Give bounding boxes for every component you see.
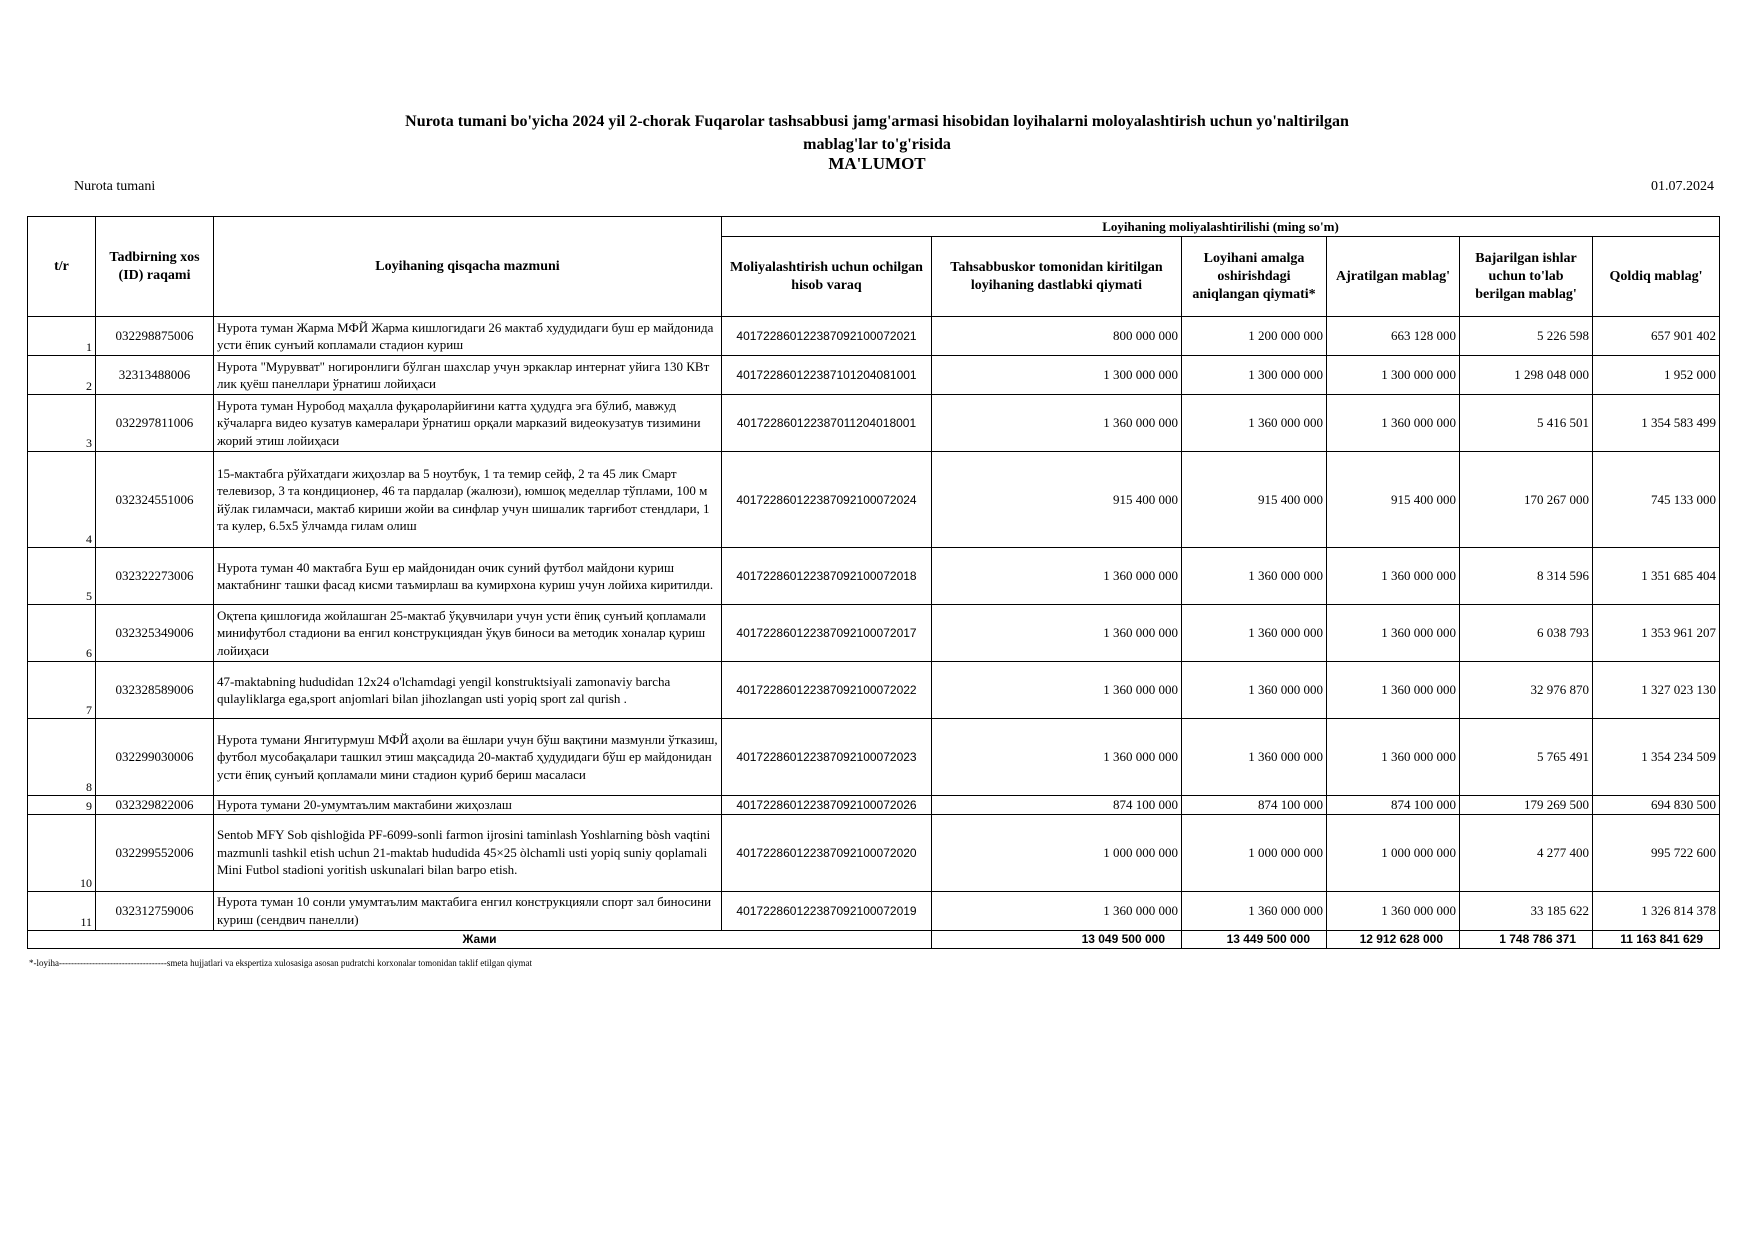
project-id: 032299552006 [96, 814, 214, 891]
remaining-amount: 1 354 234 509 [1593, 719, 1720, 796]
table-row [28, 796, 1720, 815]
header-refined: Loyihani amalga oshirishdagi aniqlangan qiymati* [1182, 237, 1327, 317]
table-row [28, 719, 1720, 796]
initial-value: 1 360 000 000 [932, 719, 1182, 796]
remaining-amount: 657 901 402 [1593, 317, 1720, 356]
remaining-amount: 1 952 000 [1593, 356, 1720, 395]
refined-value: 874 100 000 [1182, 796, 1327, 815]
project-description: Нурота тумани 20-умумтаълим мактабини жиҳозлаш [214, 796, 722, 815]
allocated-amount: 1 360 000 000 [1327, 548, 1460, 605]
project-id: 032325349006 [96, 605, 214, 662]
paid-amount: 32 976 870 [1460, 662, 1593, 719]
account-number: 401722860122387101204081001 [722, 356, 932, 395]
row-number: 7 [28, 662, 96, 719]
remaining-amount: 694 830 500 [1593, 796, 1720, 815]
row-number: 5 [28, 548, 96, 605]
allocated-amount: 663 128 000 [1327, 317, 1460, 356]
refined-value: 1 300 000 000 [1182, 356, 1327, 395]
initial-value: 874 100 000 [932, 796, 1182, 815]
account-number: 401722860122387092100072026 [722, 796, 932, 815]
remaining-amount: 1 353 961 207 [1593, 605, 1720, 662]
district-label: Nurota tumani [74, 179, 156, 194]
project-description: Sentob MFY Sob qishloğida PF-6099-sonli farmon ijrosini taminlash Yoshlarning bòsh vaqtini mazmunli tashkil etish uchun 21-maktab hududida 45×25 òlchamli usti yopiq suniy qoplamali Mini Futbol stadioni yoritish uskunalari bilan barpo etish. [214, 814, 722, 891]
project-id: 032328589006 [96, 662, 214, 719]
table-row [28, 605, 1720, 662]
project-description: Нурота "Мурувват" ногиронлиги бўлган шахслар учун эркаклар интернат уйига 130 КВт лик қуёш панеллари ўрнатиш лойиҳаси [214, 356, 722, 395]
initial-value: 915 400 000 [932, 452, 1182, 548]
project-id: 032312759006 [96, 891, 214, 930]
account-number: 401722860122387092100072020 [722, 814, 932, 891]
document-title-line2: mablag'lar to'g'risida [803, 136, 951, 153]
table-row [28, 317, 1720, 356]
project-description: Нурота туман 40 мактабга Буш ер майдонидан очик суний футбол майдони куриш мактабнинг ташки фасад кисми таъмирлаш ва кумирхона куриш учун лойиха киритилди. [214, 548, 722, 605]
total-paid: 1 748 786 371 [1460, 930, 1593, 948]
row-number: 2 [28, 356, 96, 395]
table-row [28, 452, 1720, 548]
account-number: 401722860122387092100072023 [722, 719, 932, 796]
header-funding-group: Loyihaning moliyalashtirilishi (ming so'm) [722, 217, 1720, 237]
header-initial: Tahsabbuskor tomonidan kiritilgan loyihaning dastlabki qiymati [932, 237, 1182, 317]
row-number: 9 [28, 796, 96, 815]
header-num: t/r [28, 217, 96, 317]
remaining-amount: 1 351 685 404 [1593, 548, 1720, 605]
paid-amount: 5 416 501 [1460, 395, 1593, 452]
header-account: Moliyalashtirish uchun ochilgan hisob varaq [722, 237, 932, 317]
refined-value: 1 360 000 000 [1182, 719, 1327, 796]
total-row [28, 930, 1720, 948]
table-row [28, 814, 1720, 891]
allocated-amount: 915 400 000 [1327, 452, 1460, 548]
total-allocated: 12 912 628 000 [1327, 930, 1460, 948]
project-description: Нурота туман 10 сонли умумтаълим мактабига енгил конструкцияли спорт зал биносини куриш (сендвич панелли) [214, 891, 722, 930]
table-row [28, 356, 1720, 395]
header-id: Tadbirning xos (ID) raqami [96, 217, 214, 317]
account-number: 401722860122387092100072024 [722, 452, 932, 548]
paid-amount: 4 277 400 [1460, 814, 1593, 891]
refined-value: 1 200 000 000 [1182, 317, 1327, 356]
refined-value: 1 360 000 000 [1182, 548, 1327, 605]
row-number: 10 [28, 814, 96, 891]
table-row [28, 548, 1720, 605]
allocated-amount: 1 360 000 000 [1327, 891, 1460, 930]
table-row [28, 395, 1720, 452]
paid-amount: 1 298 048 000 [1460, 356, 1593, 395]
project-description: Нурота туман Нуробод маҳалла фуқароларйиғини катта ҳудудга эга бўлиб, мавжуд кўчаларга видео кузатув камералари ўрнатиш орқали марказий видеокузатув тизимини жорий этиш лойиҳаси [214, 395, 722, 452]
total-refined: 13 449 500 000 [1182, 930, 1327, 948]
paid-amount: 179 269 500 [1460, 796, 1593, 815]
total-initial: 13 049 500 000 [932, 930, 1182, 948]
row-number: 3 [28, 395, 96, 452]
initial-value: 1 360 000 000 [932, 605, 1182, 662]
initial-value: 1 360 000 000 [932, 395, 1182, 452]
project-id: 032324551006 [96, 452, 214, 548]
paid-amount: 33 185 622 [1460, 891, 1593, 930]
remaining-amount: 1 327 023 130 [1593, 662, 1720, 719]
initial-value: 1 300 000 000 [932, 356, 1182, 395]
project-description: Нурота тумани Янгитурмуш МФЙ аҳоли ва ёшлари учун бўш вақтини мазмунли ўтказиш, футбол мусобақалари ташкил этиш мақсадида 20-мактаб ҳудудидаги бўш ер майдонидан усти ёпиқ сунъий қопламали мини стадион қуриб бериш масаласи [214, 719, 722, 796]
project-description: Нурота туман Жарма МФЙ Жарма кишлогидаги 26 мактаб худудидаги буш ер майдонида усти ёпик сунъий копламали стадион куриш [214, 317, 722, 356]
row-number: 4 [28, 452, 96, 548]
account-number: 401722860122387011204018001 [722, 395, 932, 452]
report-date: 01.07.2024 [1651, 179, 1714, 194]
refined-value: 1 360 000 000 [1182, 395, 1327, 452]
header-desc: Loyihaning qisqacha mazmuni [214, 217, 722, 317]
refined-value: 1 360 000 000 [1182, 891, 1327, 930]
allocated-amount: 1 360 000 000 [1327, 395, 1460, 452]
account-number: 401722860122387092100072018 [722, 548, 932, 605]
row-number: 1 [28, 317, 96, 356]
header-allocated: Ajratilgan mablag' [1327, 237, 1460, 317]
account-number: 401722860122387092100072022 [722, 662, 932, 719]
paid-amount: 5 765 491 [1460, 719, 1593, 796]
refined-value: 915 400 000 [1182, 452, 1327, 548]
row-number: 11 [28, 891, 96, 930]
document-title-line1: Nurota tumani bo'yicha 2024 yil 2-chorak Fuqarolar tashsabbusi jamg'armasi hisobidan loyihalarni moloyalashtirish uchun yo'naltirilgan [405, 113, 1349, 130]
initial-value: 1 360 000 000 [932, 548, 1182, 605]
row-number: 8 [28, 719, 96, 796]
total-label: Жами [28, 930, 932, 948]
allocated-amount: 874 100 000 [1327, 796, 1460, 815]
remaining-amount: 745 133 000 [1593, 452, 1720, 548]
funding-table [27, 216, 1720, 949]
allocated-amount: 1 360 000 000 [1327, 605, 1460, 662]
project-id: 032299030006 [96, 719, 214, 796]
refined-value: 1 360 000 000 [1182, 605, 1327, 662]
header-paid: Bajarilgan ishlar uchun to'lab berilgan mablag' [1460, 237, 1593, 317]
project-id: 032322273006 [96, 548, 214, 605]
document-title-line3: MA'LUMOT [828, 154, 926, 173]
allocated-amount: 1 000 000 000 [1327, 814, 1460, 891]
paid-amount: 6 038 793 [1460, 605, 1593, 662]
project-id: 032329822006 [96, 796, 214, 815]
row-number: 6 [28, 605, 96, 662]
project-id: 032298875006 [96, 317, 214, 356]
footnote: *-loyiha------------------------------------smeta hujjatlari va ekspertiza xulosasiga asosan pudratchi korxonalar tomonidan taklif etilgan qiymat [29, 958, 533, 968]
paid-amount: 5 226 598 [1460, 317, 1593, 356]
allocated-amount: 1 300 000 000 [1327, 356, 1460, 395]
account-number: 401722860122387092100072017 [722, 605, 932, 662]
allocated-amount: 1 360 000 000 [1327, 719, 1460, 796]
initial-value: 1 000 000 000 [932, 814, 1182, 891]
account-number: 401722860122387092100072021 [722, 317, 932, 356]
remaining-amount: 1 326 814 378 [1593, 891, 1720, 930]
initial-value: 800 000 000 [932, 317, 1182, 356]
remaining-amount: 1 354 583 499 [1593, 395, 1720, 452]
table-row [28, 662, 1720, 719]
refined-value: 1 000 000 000 [1182, 814, 1327, 891]
project-description: 15-мактабга рўйхатдаги жиҳозлар ва 5 ноутбук, 1 та темир сейф, 2 та 45 лик Смарт телевизор, 3 та кондиционер, 46 та пардалар (жалюзи), юмшоқ меделлар тўплами, 100 м йўлак гиламчаси, мактаб кириши жойи ва синфлар учун шишалик тарғибот стендлари, 1 та кулер, 6.5х5 ўлчамда гилам олиш [214, 452, 722, 548]
project-description: Оқтепа қишлоғида жойлашган 25-мактаб ўқувчилари учун усти ёпиқ сунъий қопламали минифутбол стадиони ва енгил конструкциядан ўқув биноси ва методик хоналар қуриш лойиҳаси [214, 605, 722, 662]
header-remaining: Qoldiq mablag' [1593, 237, 1720, 317]
initial-value: 1 360 000 000 [932, 662, 1182, 719]
account-number: 401722860122387092100072019 [722, 891, 932, 930]
table-row [28, 891, 1720, 930]
project-id: 032297811006 [96, 395, 214, 452]
remaining-amount: 995 722 600 [1593, 814, 1720, 891]
project-description: 47-maktabning hududidan 12x24 o'lchamdagi yengil konstruktsiyali zamonaviy barcha qulayliklarga ega,sport anjomlari bilan jihozlangan usti yopiq sport zal qurish . [214, 662, 722, 719]
initial-value: 1 360 000 000 [932, 891, 1182, 930]
refined-value: 1 360 000 000 [1182, 662, 1327, 719]
paid-amount: 170 267 000 [1460, 452, 1593, 548]
paid-amount: 8 314 596 [1460, 548, 1593, 605]
allocated-amount: 1 360 000 000 [1327, 662, 1460, 719]
total-remaining: 11 163 841 629 [1593, 930, 1720, 948]
project-id: 32313488006 [96, 356, 214, 395]
